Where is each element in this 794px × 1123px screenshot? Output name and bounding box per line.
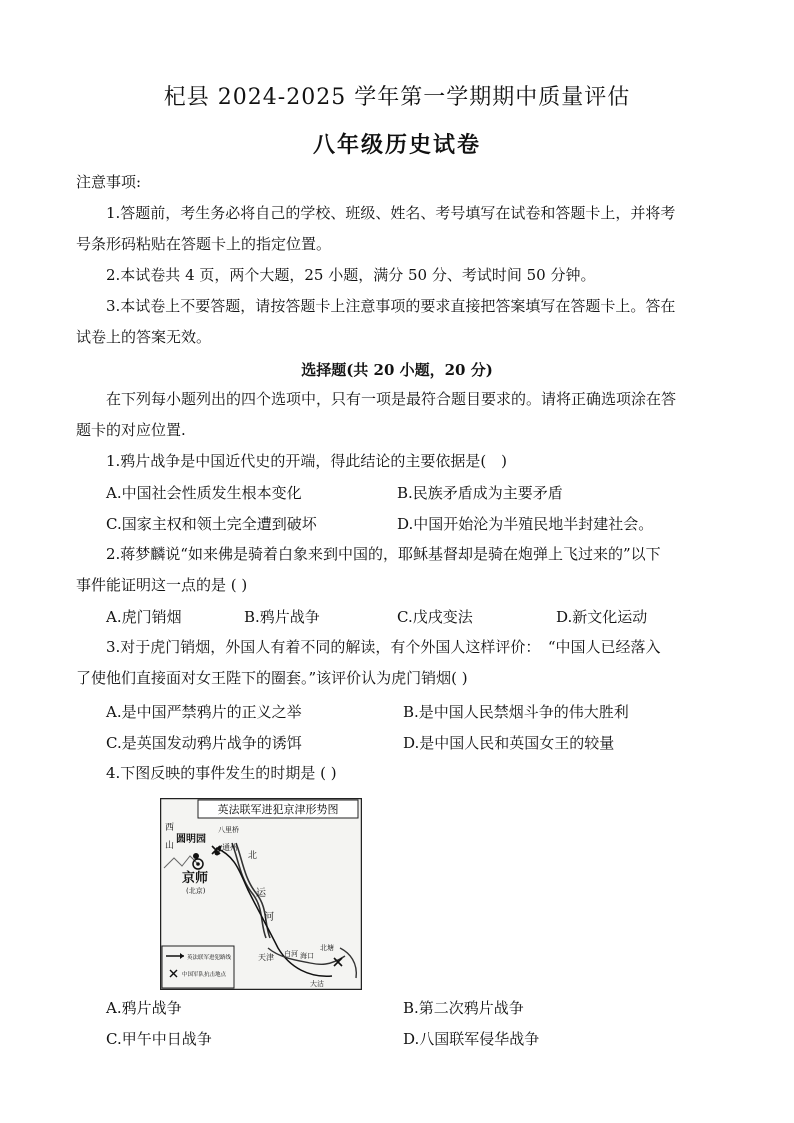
question-3-option-a: A.是中国严禁鸦片的正义之举 (106, 703, 302, 721)
map-label-yun: 运 (256, 888, 266, 899)
map-label-yuanmingyuan: 圆明园 (176, 834, 206, 845)
notice-heading: 注意事项: (76, 173, 142, 191)
map-label-beijing: (北京) (186, 887, 206, 895)
notice-line-1: 1.答题前，考生务必将自己的学校、班级、姓名、考号填写在试卷和答题卡上，并将考 (106, 204, 676, 222)
historical-map (160, 798, 362, 990)
notice-line-5: 试卷上的答案无效。 (76, 328, 212, 346)
section-intro-2: 题卡的对应位置. (76, 421, 186, 439)
question-1-option-b: B.民族矛盾成为主要矛盾 (397, 484, 563, 502)
map-label-bei: 北 (248, 851, 258, 861)
question-2-option-d: D.新文化运动 (556, 608, 648, 626)
jingshi-marker-dot (196, 862, 200, 866)
map-label-baliqiao: 八里桥 (218, 826, 239, 834)
question-3-stem-2: 了使他们直接面对女王陛下的圈套。”该评价认为虎门销烟( ) (76, 669, 468, 687)
map-label-beitang: 北塘 (320, 944, 334, 952)
question-4-option-d: D.八国联军侵华战争 (403, 1030, 540, 1048)
map-label-dagu: 大沽 (310, 980, 324, 988)
exam-subtitle: 八年级历史试卷 (312, 132, 481, 158)
map-label-shan: 山 (165, 841, 175, 851)
question-2-option-b: B.鸦片战争 (244, 608, 320, 626)
map-label-baihe: 白河 (284, 950, 298, 958)
section-intro-1: 在下列每小题列出的四个选项中，只有一项是最符合题目要求的。请将正确选项涂在答 (106, 390, 677, 408)
question-1-option-a: A.中国社会性质发生根本变化 (106, 484, 302, 502)
question-2-stem-1: 2.蒋梦麟说“如来佛是骑着白象来到中国的，耶稣基督却是骑在炮弹上飞过来的”以下 (106, 545, 661, 563)
question-1-stem: 1.鸦片战争是中国近代史的开端，得此结论的主要依据是( ) (106, 452, 508, 470)
notice-line-2: 号条形码粘贴在答题卡上的指定位置。 (76, 235, 332, 253)
question-4-option-c: C.甲午中日战争 (106, 1030, 212, 1048)
question-2-stem-2: 事件能证明这一点的是 ( ) (76, 576, 248, 594)
map-title: 英法联军进犯京津形势图 (217, 803, 339, 816)
question-1-option-d: D.中国开始沦为半殖民地半封建社会。 (397, 515, 654, 533)
yuanmingyuan-marker (193, 853, 199, 859)
map-legend-box (162, 946, 234, 988)
question-2-option-c: C.戊戌变法 (397, 608, 473, 626)
map-label-haikou: 海口 (300, 952, 314, 960)
question-3-stem-1: 3.对于虎门销烟，外国人有着不同的解读，有个外国人这样评价： “中国人已经落入 (106, 638, 661, 656)
question-4-option-b: B.第二次鸦片战争 (403, 999, 524, 1017)
question-2-option-a: A.虎门销烟 (106, 608, 182, 626)
map-label-tianjin: 天津 (258, 953, 274, 962)
question-3-option-b: B.是中国人民禁烟斗争的伟大胜利 (403, 703, 629, 721)
question-3-option-c: C.是英国发动鸦片战争的诱饵 (106, 734, 302, 752)
legend-route-text: 英法联军进犯路线 (187, 955, 232, 961)
legend-battle-text: 中国军队抗击地点 (182, 972, 227, 978)
map-label-jingshi: 京师 (182, 871, 209, 886)
map-label-west: 西 (165, 823, 175, 833)
notice-line-3: 2.本试卷共 4 页，两个大题，25 小题，满分 50 分、考试时间 50 分钟。 (106, 266, 596, 284)
exam-title: 杞县 2024-2025 学年第一学期期中质量评估 (163, 85, 631, 110)
map-label-he: 河 (264, 912, 274, 923)
map-label-tongzhou: 通州 (222, 843, 238, 852)
question-3-option-d: D.是中国人民和英国女王的较量 (403, 734, 615, 752)
section-title: 选择题(共 20 小题，20 分) (301, 361, 493, 379)
question-4-option-a: A.鸦片战争 (106, 999, 182, 1017)
question-1-option-c: C.国家主权和领土完全遭到破坏 (106, 515, 317, 533)
question-4-stem: 4.下图反映的事件发生的时期是 ( ) (106, 764, 337, 782)
notice-line-4: 3.本试卷上不要答题，请按答题卡上注意事项的要求直接把答案填写在答题卡上。答在 (106, 297, 676, 315)
